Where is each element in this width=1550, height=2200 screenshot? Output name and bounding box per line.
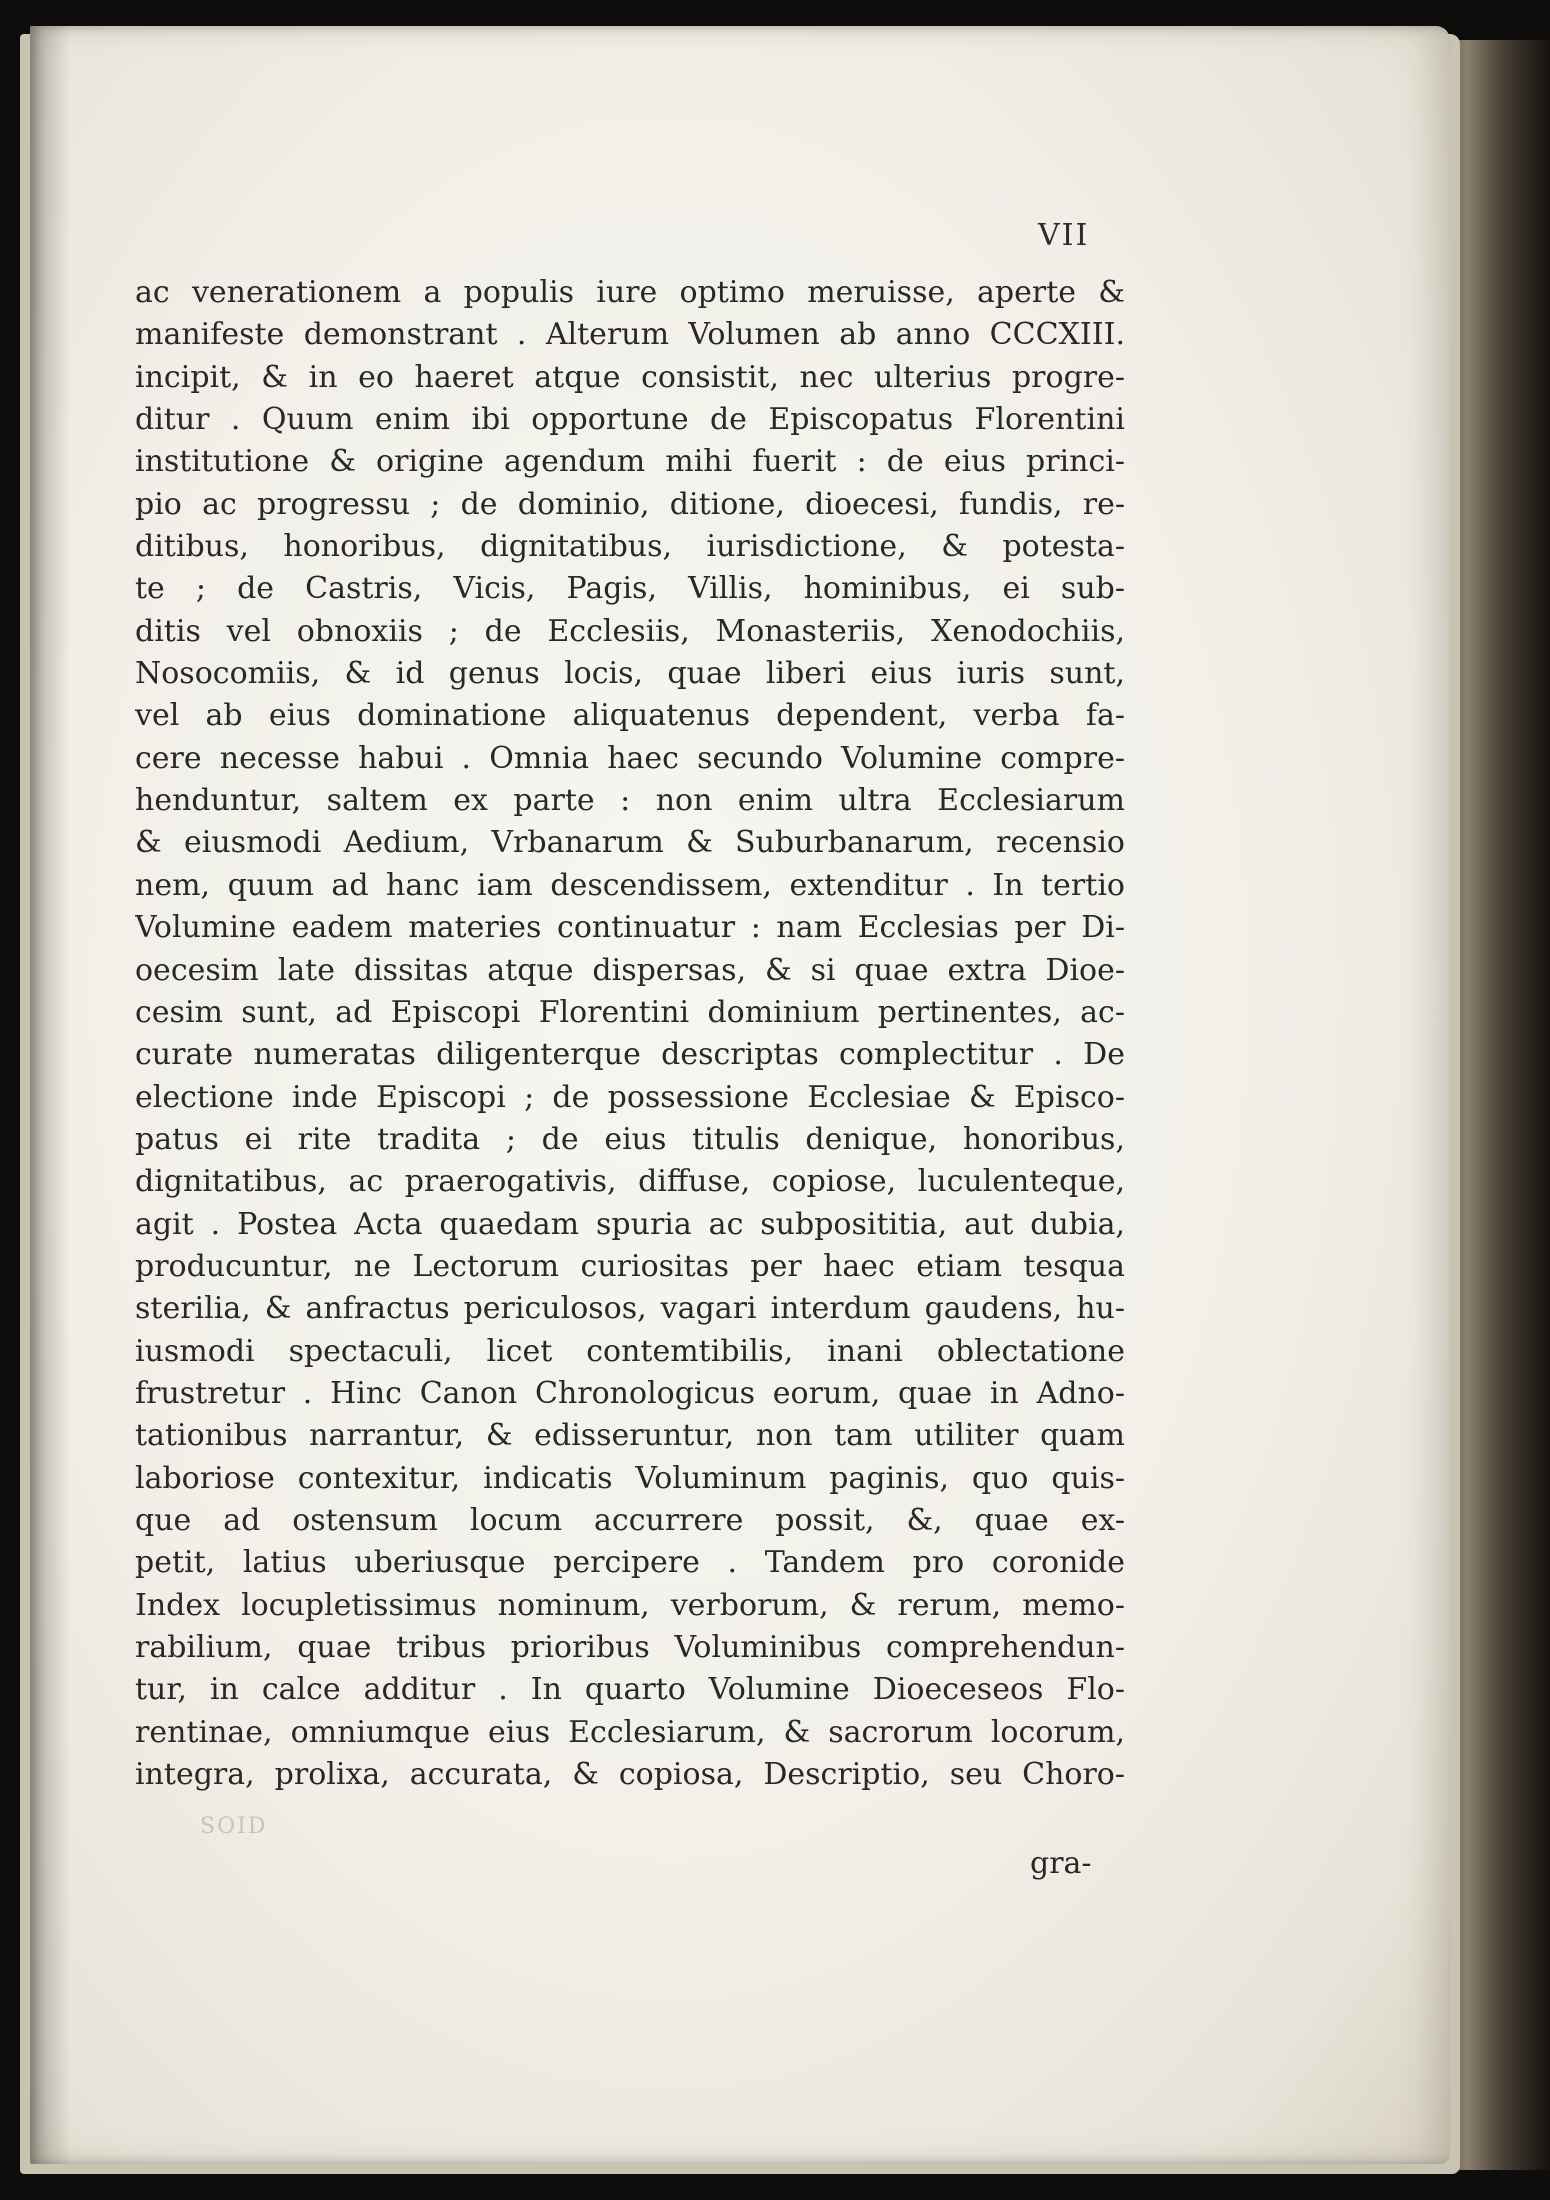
text-line: electione inde Episcopi ; de possessione Ecclesiae & Episco- <box>135 1079 1125 1115</box>
text-line: oecesim late dissitas atque dispersas, & si quae extra Dioe- <box>135 952 1125 988</box>
text-line: laboriose contexitur, indicatis Voluminum paginis, quo quis- <box>135 1460 1125 1496</box>
text-line: que ad ostensum locum accurrere possit, &, quae ex- <box>135 1502 1125 1538</box>
text-line: & eiusmodi Aedium, Vrbanarum & Suburbanarum, recensio <box>135 825 1125 861</box>
text-line: tur, in calce additur . In quarto Volumine Dioeceseos Flo- <box>135 1672 1125 1708</box>
text-line: curate numeratas diligenterque descriptas complectitur . De <box>135 1037 1125 1073</box>
text-line: Index locupletissimus nominum, verborum, & rerum, memo- <box>135 1587 1125 1623</box>
text-line: dignitatibus, ac praerogativis, diffuse, copiose, luculenteque, <box>135 1164 1125 1200</box>
text-line: Volumine eadem materies continuatur : nam Ecclesias per Di- <box>135 910 1125 946</box>
text-line: rentinae, omniumque eius Ecclesiarum, & sacrorum locorum, <box>135 1714 1125 1750</box>
text-line: ac venerationem a populis iure optimo meruisse, aperte & <box>135 275 1125 310</box>
text-line: pio ac progressu ; de dominio, ditione, dioecesi, fundis, re- <box>135 486 1125 522</box>
text-line: rabilium, quae tribus prioribus Voluminibus comprehendun- <box>135 1630 1125 1665</box>
gutter-shadow <box>30 26 70 2164</box>
text-line: ditur . Quum enim ibi opportune de Episcopatus Florentini <box>135 402 1125 438</box>
text-line: frustretur . Hinc Canon Chronologicus eorum, quae in Adno- <box>135 1375 1125 1411</box>
page-number: VII <box>1038 218 1090 253</box>
text-line: Nosocomiis, & id genus locis, quae liberi eius iuris sunt, <box>135 656 1125 692</box>
text-line: vel ab eius dominatione aliquatenus dependent, verba fa- <box>135 698 1125 734</box>
text-line: agit . Postea Acta quaedam spuria ac subposititia, aut dubia, <box>135 1206 1125 1242</box>
text-line: tationibus narrantur, & edisseruntur, non tam utiliter quam <box>135 1418 1125 1454</box>
bleed-through-text: SOID <box>200 1814 268 1839</box>
text-line: ditibus, honoribus, dignitatibus, iurisdictione, & potesta- <box>135 529 1125 565</box>
text-line: te ; de Castris, Vicis, Pagis, Villis, hominibus, ei sub- <box>135 571 1125 607</box>
text-line: institutione & origine agendum mihi fuerit : de eius princi- <box>135 444 1125 480</box>
text-line: incipit, & in eo haeret atque consistit, nec ulterius progre- <box>135 359 1125 395</box>
text-line: nem, quum ad hanc iam descendissem, extenditur . In tertio <box>135 867 1125 903</box>
text-line: manifeste demonstrant . Alterum Volumen ab anno CCCXIII. <box>135 317 1125 353</box>
text-line: patus ei rite tradita ; de eius titulis denique, honoribus, <box>135 1121 1125 1157</box>
text-line: cesim sunt, ad Episcopi Florentini dominium pertinentes, ac- <box>135 994 1125 1030</box>
body-text <box>135 272 1125 1796</box>
text-line: ditis vel obnoxiis ; de Ecclesiis, Monasteriis, Xenodochiis, <box>135 613 1125 649</box>
text-line: petit, latius uberiusque percipere . Tandem pro coronide <box>135 1545 1125 1581</box>
text-line: integra, prolixa, accurata, & copiosa, Descriptio, seu Choro- <box>135 1757 1125 1793</box>
text-line: sterilia, & anfractus periculosos, vagari interdum gaudens, hu- <box>135 1291 1125 1327</box>
text-line: henduntur, saltem ex parte : non enim ultra Ecclesiarum <box>135 783 1125 819</box>
catchword: gra- <box>1030 1846 1092 1881</box>
text-line: iusmodi spectaculi, licet contemtibilis, inani oblectatione <box>135 1333 1125 1369</box>
text-line: cere necesse habui . Omnia haec secundo Volumine compre- <box>135 740 1125 776</box>
text-line: producuntur, ne Lectorum curiositas per haec etiam tesqua <box>135 1248 1125 1284</box>
